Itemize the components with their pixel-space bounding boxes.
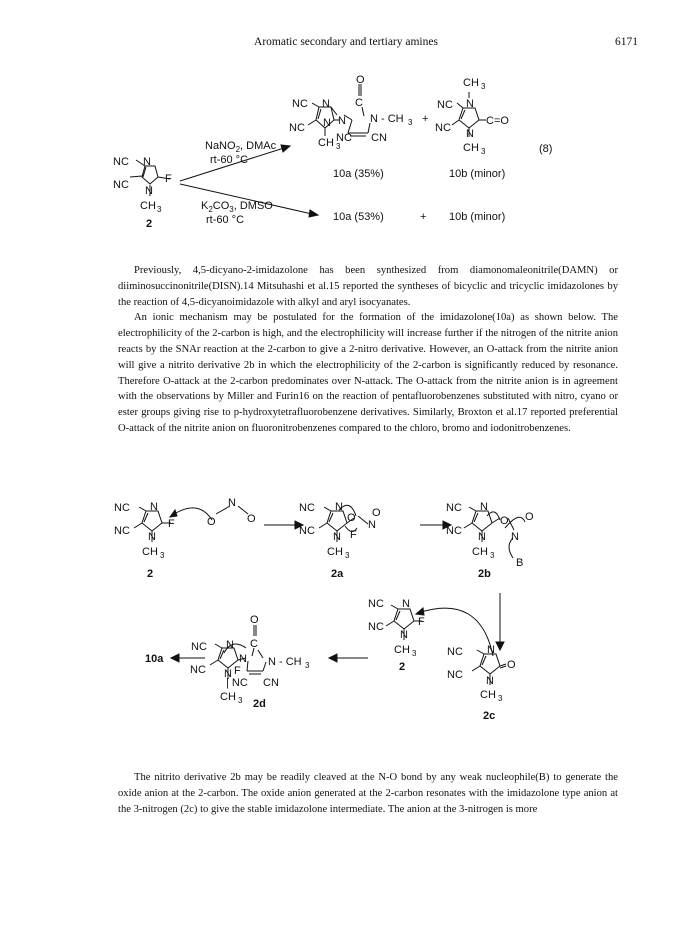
svg-text:N: N [335, 501, 343, 513]
running-title: Aromatic secondary and tertiary amines [254, 36, 438, 48]
equation-number: (8) [539, 143, 553, 155]
svg-text:+: + [422, 113, 429, 125]
svg-text:3: 3 [490, 551, 495, 560]
svg-text:C=O: C=O [486, 115, 509, 127]
svg-text:CH: CH [463, 142, 479, 154]
svg-text:NC: NC [368, 598, 384, 610]
svg-text:O: O [347, 512, 356, 524]
svg-text:N: N [239, 653, 247, 665]
svg-text:N: N [480, 501, 488, 513]
compound-2d-label: 2d [253, 698, 266, 710]
svg-text:3: 3 [412, 649, 417, 658]
svg-text:CH: CH [394, 644, 410, 656]
svg-text:N: N [143, 156, 151, 168]
compound-2a-label: 2a [331, 568, 344, 580]
svg-text:3: 3 [345, 551, 350, 560]
svg-text:CH: CH [140, 200, 156, 212]
svg-text:3: 3 [305, 661, 310, 670]
svg-text:3: 3 [408, 118, 413, 127]
svg-text:N: N [487, 644, 495, 656]
svg-text:CH: CH [142, 546, 158, 558]
svg-text:O: O [356, 74, 365, 86]
top-product-10a: 10a (35%) [333, 168, 384, 180]
svg-text:CH: CH [463, 77, 479, 89]
svg-text:F: F [350, 529, 357, 541]
svg-text:NC: NC [299, 525, 315, 537]
svg-text:NC: NC [191, 641, 207, 653]
svg-text:N - CH: N - CH [370, 113, 404, 125]
svg-text:NC: NC [447, 669, 463, 681]
compound-2-lower-label: 2 [399, 661, 406, 673]
svg-text:N: N [368, 519, 376, 531]
top-reagent-line2: rt-60 °C [210, 154, 249, 166]
svg-text:3: 3 [336, 142, 341, 151]
svg-text:N: N [150, 501, 158, 513]
body-text-upper [118, 263, 618, 437]
svg-text:N: N [148, 531, 156, 543]
svg-text:N: N [486, 675, 494, 687]
svg-text:NC: NC [437, 99, 453, 111]
svg-text:NC: NC [113, 156, 129, 168]
svg-text:NC: NC [114, 502, 130, 514]
svg-text:NC: NC [190, 664, 206, 676]
svg-text:O: O [247, 513, 256, 525]
mechanism-scheme [0, 498, 692, 748]
svg-text:3: 3 [160, 551, 165, 560]
svg-text:CH: CH [472, 546, 488, 558]
svg-text:N: N [478, 531, 486, 543]
running-head [0, 36, 692, 52]
svg-text:NC: NC [447, 646, 463, 658]
compound-2-label: 2 [146, 218, 153, 230]
svg-text:NC: NC [368, 621, 384, 633]
svg-text:N: N [226, 639, 234, 651]
nucleophile-label: B [516, 557, 524, 569]
svg-text:N: N [145, 185, 153, 197]
body-text-lower [118, 770, 618, 817]
svg-text:N: N [333, 531, 341, 543]
svg-text:C: C [250, 638, 258, 650]
svg-text:CH: CH [480, 689, 496, 701]
svg-text:NC: NC [289, 122, 305, 134]
svg-text:N: N [466, 98, 474, 110]
svg-text:O: O [250, 614, 259, 626]
bottom-product-10a: 10a (53%) [333, 211, 384, 223]
svg-text:N: N [338, 115, 346, 127]
bottom-product-10b: 10b (minor) [449, 211, 506, 223]
reaction-scheme-8 [0, 70, 692, 255]
svg-text:O: O [372, 507, 381, 519]
svg-text:3: 3 [481, 147, 486, 156]
svg-text:F: F [168, 518, 175, 530]
svg-text:CN: CN [263, 677, 279, 689]
svg-text:N: N [400, 629, 408, 641]
svg-text:NC: NC [336, 132, 352, 144]
svg-text:3: 3 [498, 694, 503, 703]
svg-text:N: N [224, 668, 232, 680]
svg-text:O: O [525, 511, 534, 523]
svg-text:N: N [511, 531, 519, 543]
svg-text:F: F [165, 173, 172, 185]
svg-text:CH: CH [327, 546, 343, 558]
bottom-reagent-line1: $K_2CO_3$, DMSO [201, 200, 273, 214]
svg-text:N: N [322, 98, 330, 110]
svg-text:C: C [355, 97, 363, 109]
svg-text:O: O [500, 515, 509, 527]
svg-text:CN: CN [371, 132, 387, 144]
compound-10a-label: 10a [145, 653, 164, 665]
compound-2b-label: 2b [478, 568, 491, 580]
svg-text:N - CH: N - CH [268, 656, 302, 668]
svg-text:NC: NC [113, 179, 129, 191]
svg-text:F: F [234, 665, 241, 677]
svg-text:NC: NC [446, 525, 462, 537]
svg-text:CH: CH [318, 137, 334, 149]
compound-2-label: 2 [147, 568, 154, 580]
paragraph-2: An ionic mechanism may be postulated for the formation of the imidazolone(10a) as shown below. The electrophilicity of the 2-carbon is high, and the electrophilicity will increase further if the nitrogen of the nitrite anion reacts by the SNAr reaction at the 2-carbon to give a 2-nitro derivative. However, an O-attack from the nitrite anion will give a nitrito derivative 2b in which the electrophilicity of the 2-carbon is significantly reduced by resonance. Therefore O-attack at the 2-carbon predominates over N-attack. The O-attack from the nitrite anion is in agreement with the observations by Miller and Furin16 on the reaction of pentafluorobenzenes substituted with nitro, cyano or ester groups giving rise to p-hydroxytetrafluorobenzene derivatives. Similarly, Broxton et al.17 reported preferential O-attack of the nitrite anion on fluoronitrobenzenes compared to the chloro, bromo and iodonitrobenzenes. [118, 312, 618, 434]
svg-text:F: F [418, 616, 425, 628]
svg-text:3: 3 [481, 82, 486, 91]
paragraph-3: The nitrito derivative 2b may be readily cleaved at the N-O bond by any weak nucleophile(B) to generate the oxide anion at the 2-carbon. The oxide anion generated at the 2-carbon resonates with the imidazolone type anion at the 3-nitrogen (2c) to give the stable imidazolone intermediate. The anion at the 3-nitrogen is more [118, 772, 618, 815]
plus-sign: + [420, 211, 427, 223]
svg-text:N: N [228, 497, 236, 509]
svg-text:NC: NC [446, 502, 462, 514]
svg-text:O: O [507, 659, 516, 671]
page-number: 6171 [615, 36, 638, 48]
svg-text:O: O [207, 516, 216, 528]
svg-text:N: N [402, 598, 410, 610]
svg-text:NC: NC [292, 98, 308, 110]
top-reagent-line1: NaNO$_2$, DMAc [205, 140, 277, 154]
svg-text:N: N [323, 117, 331, 129]
svg-text:CH: CH [220, 691, 236, 703]
svg-text:3: 3 [157, 205, 162, 214]
svg-text:| NC: | NC [226, 677, 248, 689]
compound-2c-label: 2c [483, 710, 496, 722]
svg-text:NC: NC [114, 525, 130, 537]
svg-text:NC: NC [299, 502, 315, 514]
bottom-reagent-line2: rt-60 °C [206, 214, 245, 226]
svg-text:3: 3 [238, 696, 243, 705]
top-product-10b: 10b (minor) [449, 168, 506, 180]
paragraph-1: Previously, 4,5-dicyano-2-imidazolone has been synthesized from diamonomaleonitrile(DAMN) or diiminosuccinonitrile(DISN).14 Mitsuhashi et al.15 reported the syntheses of bicyclic and tricyclic imidazolones by the reaction of 4,5-dicyanoimidazole with alkyl and aryl isocyanates. [118, 265, 618, 308]
svg-text:N: N [466, 128, 474, 140]
svg-text:NC: NC [435, 122, 451, 134]
